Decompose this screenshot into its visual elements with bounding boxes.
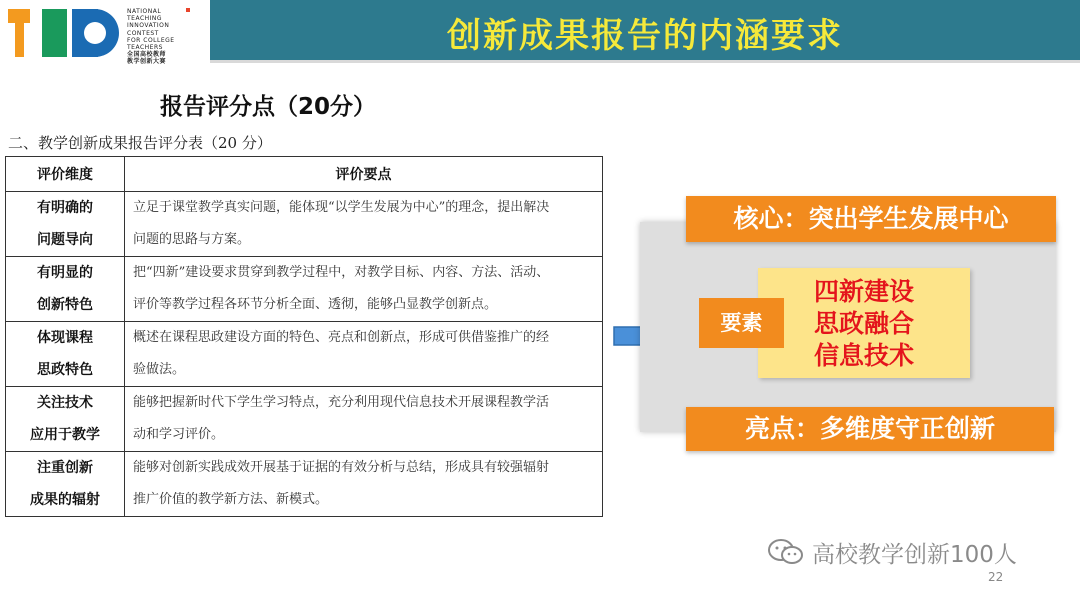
slide-title: 创新成果报告的内涵要求: [447, 16, 843, 56]
column-header-points: 评价要点: [125, 157, 603, 192]
factor-item: 信息技术: [813, 341, 914, 370]
dimension-cell: 关注技术 应用于教学: [6, 387, 125, 452]
header-divider: [210, 60, 1080, 63]
dimension-cell: 有明确的 问题导向: [6, 192, 125, 257]
scoring-table: [5, 156, 603, 517]
page-number: 22: [988, 570, 1004, 584]
factor-item: 思政融合: [813, 309, 914, 338]
points-cell: 能够把握新时代下学生学习特点，充分利用现代信息技术开展课程教学活 动和学习评价。: [125, 387, 603, 452]
logo-letter-i: [42, 9, 67, 57]
column-header-dimension: 评价维度: [6, 157, 125, 192]
dimension-cell: 有明显的 创新特色: [6, 257, 125, 322]
watermark: 高校教学创新100人: [812, 542, 1017, 568]
points-cell: 能够对创新实践成效开展基于证据的有效分析与总结，形成具有较强辐射 推广价值的教学新方法、新模式。: [125, 452, 603, 517]
logo-text: NATIONAL TEACHING INNOVATION CONTEST FOR COLLEGE TEACHERS 全国高校教师 教学创新大赛: [127, 8, 175, 66]
table-row: [6, 257, 603, 322]
core-banner: 核心：突出学生发展中心: [686, 196, 1056, 242]
table-row: [6, 322, 603, 387]
dimension-cell: 体现课程 思政特色: [6, 322, 125, 387]
table-header-row: [6, 157, 603, 192]
points-cell: 立足于课堂教学真实问题，能体现“以学生发展为中心”的理念，提出解决 问题的思路与方案。: [125, 192, 603, 257]
dimension-cell: 注重创新 成果的辐射: [6, 452, 125, 517]
points-cell: 概述在课程思政建设方面的特色、亮点和创新点，形成可供借鉴推广的经 验做法。: [125, 322, 603, 387]
factors-box: [758, 268, 970, 378]
table-caption: 二、教学创新成果报告评分表（20 分）: [8, 134, 272, 152]
section-subtitle: 报告评分点（20分）: [160, 94, 377, 120]
highlight-banner: 亮点：多维度守正创新: [686, 407, 1054, 451]
points-cell: 把“四新”建设要求贯穿到教学过程中，对教学目标、内容、方法、活动、 评价等教学过程各环节分析全面、透彻，能够凸显教学创新点。: [125, 257, 603, 322]
table-row: [6, 452, 603, 517]
factor-item: 四新建设: [813, 277, 914, 306]
contest-logo: [0, 0, 205, 66]
factor-label: 要素: [699, 298, 784, 348]
title-bar: [210, 0, 1080, 60]
table-row: [6, 387, 603, 452]
table-row: [6, 192, 603, 257]
